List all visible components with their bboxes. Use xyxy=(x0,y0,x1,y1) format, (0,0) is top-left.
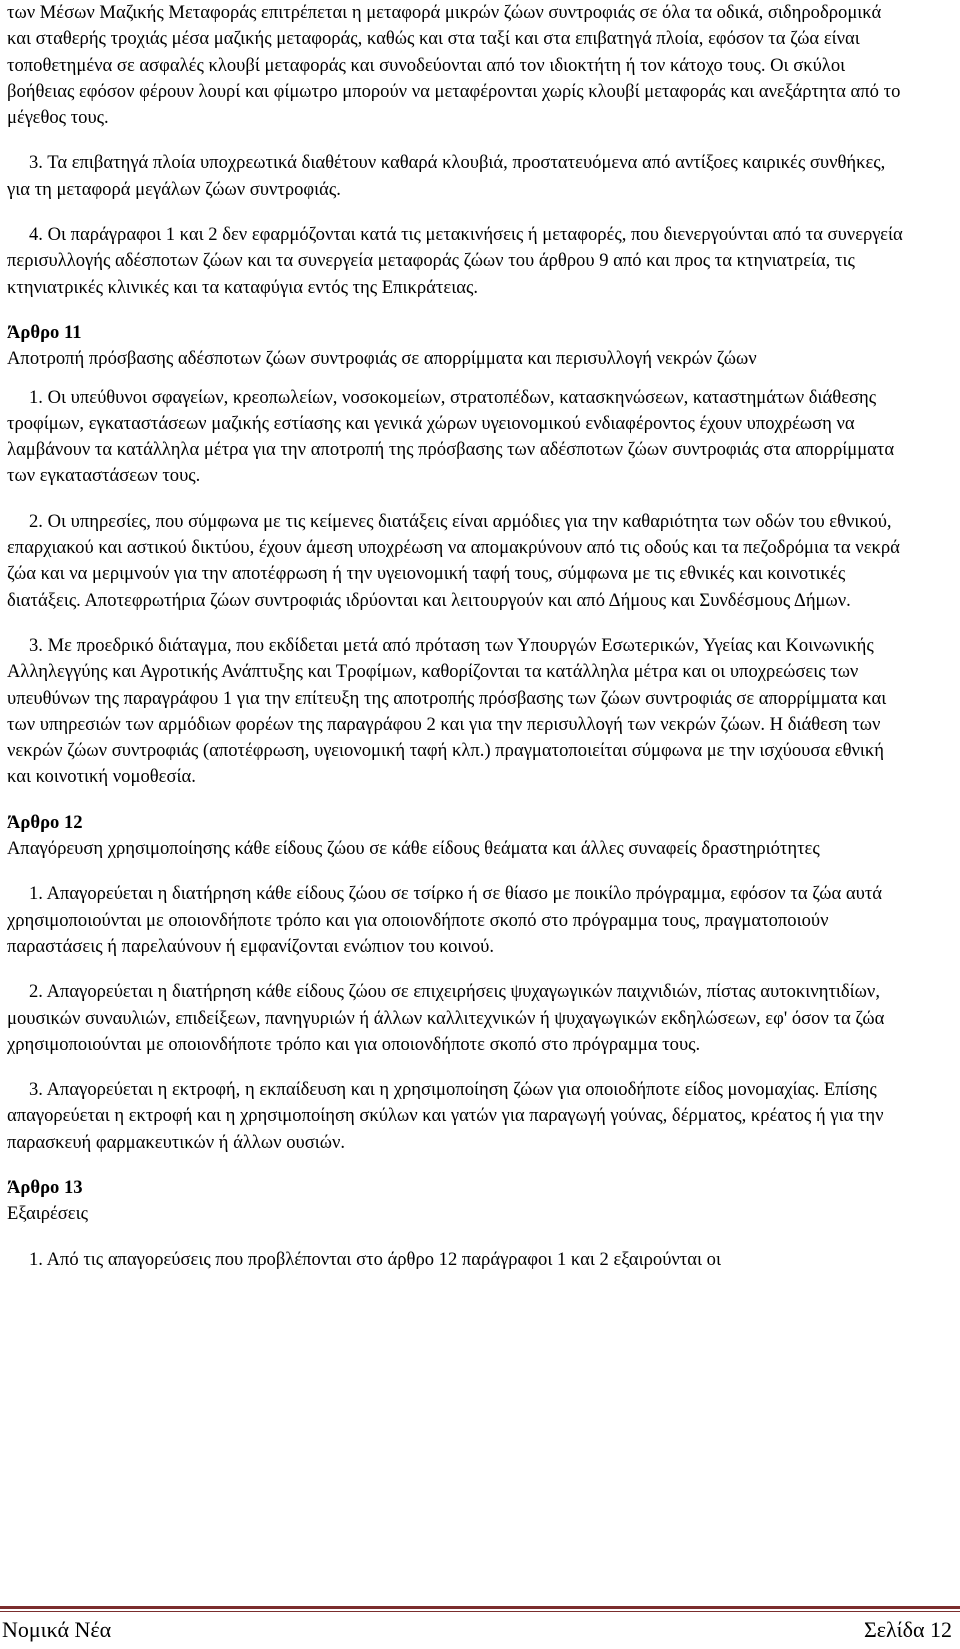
footer-rule-thin xyxy=(0,1611,960,1612)
paragraph-3: 3. Τα επιβατηγά πλοία υποχρεωτικά διαθέτουν καθαρά κλουβιά, προστατευόμενα από αντίξοες καιρικές συνθήκες, για τη μεταφορά μεγάλων ζώων συντροφιάς. xyxy=(7,152,886,200)
footer-rule-thick xyxy=(0,1606,960,1609)
article-12-paragraph-1: 1. Απαγορεύεται η διατήρηση κάθε είδους ζώου σε τσίρκο ή σε θίασο με ποικίλο πρόγραμμα, εφόσον τα ζώα αυτά χρησιμοποιούνται με οποιονδήποτε τρόπο και για οποιονδήποτε σκοπό στο πρόγραμμα τους, πραγματοποιούν παραστάσεις ή παρελαύνουν ή εμφανίζονται ενώπιον του κοινού. xyxy=(7,883,883,957)
article-12-heading: Άρθρο 12 xyxy=(7,811,83,833)
article-13-subtitle: Εξαιρέσεις xyxy=(7,1203,88,1225)
article-12-paragraph-2: 2. Απαγορεύεται η διατήρηση κάθε είδους ζώου σε επιχειρήσεις ψυχαγωγικών παιχνιδιών, πίστας αυτοκινητιδίων, μουσικών συναυλιών, επιδείξεων, πανηγυριών ή άλλων καλλιτεχνικών ή ψυχαγωγικών εκδηλώσεων, εφ' όσον τα ζώα χρησιμοποιούνται με οποιονδήποτε τρόπο και για οποιονδήποτε σκοπό στο πρόγραμμα τους. xyxy=(7,981,885,1055)
article-11-heading: Άρθρο 11 xyxy=(7,321,82,343)
article-11-paragraph-2: 2. Οι υπηρεσίες, που σύμφωνα με τις κείμενες διατάξεις είναι αρμόδιες για την καθαριότητα των οδών του εθνικού, επαρχιακού και αστικού δικτύου, έχουν άμεση υποχρέωση να απομακρύνουν από τις οδούς και τα πεζοδρόμια τα νεκρά ζώα και να μεριμνούν για την αποτέφρωση ή την υγειονομική ταφή τους, σύμφωνα με τις εθνικές και κοινοτικές διατάξεις. Αποτεφρωτήρια ζώων συντροφιάς ιδρύονται και λειτουργούν και από Δήμους και Συνδέσμους Δήμων. xyxy=(7,510,900,611)
article-12-paragraph-3: 3. Απαγορεύεται η εκτροφή, η εκπαίδευση και η χρησιμοποίηση ζώων για οποιοδήποτε είδος μονομαχίας. Επίσης απαγορεύεται η εκτροφή και η χρησιμοποίηση σκύλων και γατών για παραγωγή γούνας, δέρματος, κρέατος ή για την παρασκευή φαρμακευτικών ή άλλων ουσιών. xyxy=(7,1079,884,1153)
paragraph-continuation: των Μέσων Μαζικής Μεταφοράς επιτρέπεται η μεταφορά μικρών ζώων συντροφιάς σε όλα τα οδικά, σιδηροδρομικά και σταθερής τροχιάς μέσα μαζικής μεταφοράς, καθώς και στα ταξί και στα επιβατηγά πλοία, εφόσον τα ζώα είναι τοποθετημένα σε ασφαλές κλουβί μεταφοράς και συνοδεύονται από τον ιδιοκτήτη ή τον κάτοχο τους. Οι σκύλοι βοήθειας εφόσον φέρουν λουρί και φίμωτρο μπορούν να μεταφέρονται χωρίς κλουβί μεταφοράς και ανεξάρτητα από το μέγεθος τους. xyxy=(7,2,901,129)
article-11-paragraph-3: 3. Με προεδρικό διάταγμα, που εκδίδεται μετά από πρόταση των Υπουργών Εσωτερικών, Υγείας και Κοινωνικής Αλληλεγγύης και Αγροτικής Ανάπτυξης και Τροφίμων, καθορίζονται τα κατάλληλα μέτρα και οι υποχρεώσεις των υπευθύνων της παραγράφου 1 για την επίτευξη της αποτροπής πρόσβασης των ζώων συντροφιάς σε απορρίμματα και των υπηρεσιών των αρμόδιων φορέων της παραγράφου 2 και για την περισυλλογή των νεκρών ζώων. Η διάθεση των νεκρών ζώων συντροφιάς (αποτέφρωση, υγειονομική ταφή κλπ.) πραγματοποιείται σύμφωνα με την ισχύουσα εθνική και κοινοτική νομοθεσία. xyxy=(7,634,887,788)
article-11-paragraph-1: 1. Οι υπεύθυνοι σφαγείων, κρεοπωλείων, νοσοκομείων, στρατοπέδων, κατασκηνώσεων, καταστημάτων διάθεσης τροφίμων, εγκαταστάσεων μαζικής εστίασης και γενικά χώρων υγειονομικού ενδιαφέροντος έχουν υποχρέωση να λαμβάνουν τα κατάλληλα μέτρα για την αποτροπή της πρόσβασης των αδέσποτων ζώων συντροφιάς στα απορρίμματα των εγκαταστάσεων τους. xyxy=(7,386,895,487)
article-11-subtitle: Αποτροπή πρόσβασης αδέσποτων ζώων συντροφιάς σε απορρίμματα και περισυλλογή νεκρών ζώων xyxy=(7,348,757,370)
footer-page-number: Σελίδα 12 xyxy=(863,1617,952,1642)
footer-publication-name: Νομικά Νέα xyxy=(2,1617,112,1642)
page-footer xyxy=(2,1615,952,1645)
paragraph-4: 4. Οι παράγραφοι 1 και 2 δεν εφαρμόζονται κατά τις μετακινήσεις ή μεταφορές, που διενεργούνται από τα συνεργεία περισυλλογής αδέσποτων ζώων και τα συνεργεία μεταφοράς ζώων του άρθρου 9 από και προς τα κτηνιατρεία, τις κτηνιατρικές κλινικές και τα καταφύγια εντός της Επικράτειας. xyxy=(7,224,903,298)
article-13-heading: Άρθρο 13 xyxy=(7,1176,83,1198)
document-body xyxy=(7,0,907,1292)
article-12-subtitle: Απαγόρευση χρησιμοποίησης κάθε είδους ζώου σε κάθε είδους θεάματα και άλλες συναφείς δραστηριότητες xyxy=(7,838,820,860)
article-13-paragraph-1: 1. Από τις απαγορεύσεις που προβλέπονται στο άρθρο 12 παράγραφοι 1 και 2 εξαιρούνται οι xyxy=(29,1248,721,1270)
